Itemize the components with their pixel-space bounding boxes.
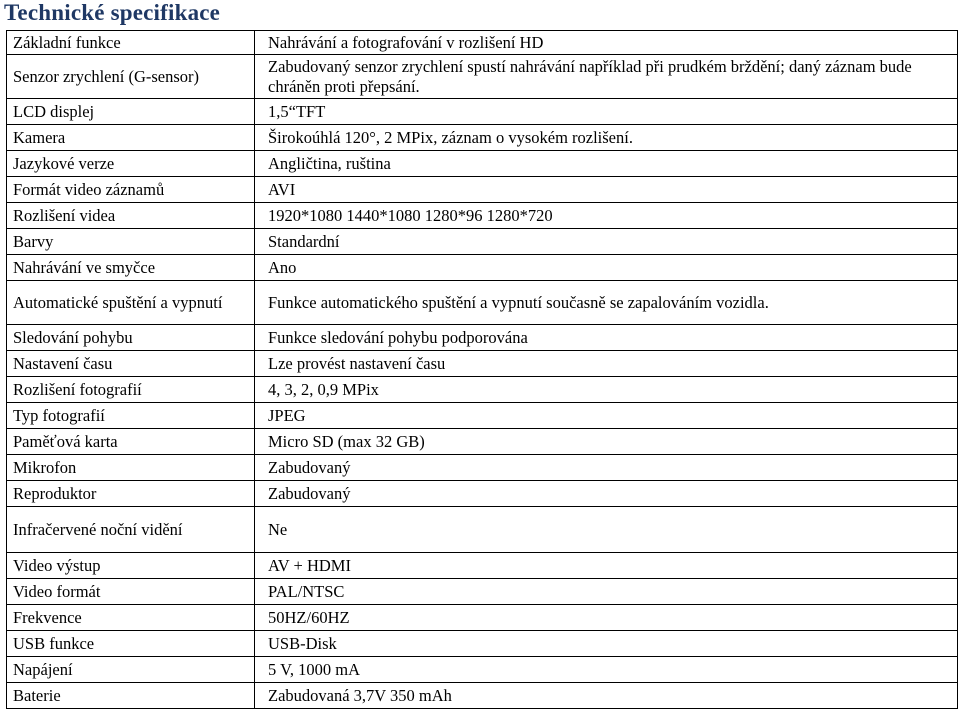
row-label: Napájení <box>7 657 255 683</box>
row-value: AV + HDMI <box>255 553 958 579</box>
table-row <box>7 631 958 657</box>
row-label: Nahrávání ve smyčce <box>7 255 255 281</box>
row-value: PAL/NTSC <box>255 579 958 605</box>
page-title: Technické specifikace <box>4 0 221 25</box>
row-label: Paměťová karta <box>7 429 255 455</box>
row-value: Širokoúhlá 120°, 2 MPix, záznam o vysokém rozlišení. <box>255 125 958 151</box>
table-row <box>7 403 958 429</box>
row-label: Kamera <box>7 125 255 151</box>
row-value: 5 V, 1000 mA <box>255 657 958 683</box>
table-row <box>7 229 958 255</box>
row-label: Rozlišení videa <box>7 203 255 229</box>
table-row <box>7 481 958 507</box>
row-label: Formát video záznamů <box>7 177 255 203</box>
row-value: Funkce sledování pohybu podporována <box>255 325 958 351</box>
row-value: Standardní <box>255 229 958 255</box>
table-row <box>7 203 958 229</box>
row-value: Ne <box>255 507 958 553</box>
row-label: Baterie <box>7 683 255 709</box>
row-value: Funkce automatického spuštění a vypnutí současně se zapalováním vozidla. <box>255 281 958 325</box>
table-row <box>7 255 958 281</box>
row-value: 4, 3, 2, 0,9 MPix <box>255 377 958 403</box>
row-value: Nahrávání a fotografování v rozlišení HD <box>255 31 958 55</box>
row-label: Jazykové verze <box>7 151 255 177</box>
row-label: Rozlišení fotografií <box>7 377 255 403</box>
row-value: Zabudovaná 3,7V 350 mAh <box>255 683 958 709</box>
row-label: Automatické spuštění a vypnutí <box>7 281 255 325</box>
row-label: Nastavení času <box>7 351 255 377</box>
row-label: Frekvence <box>7 605 255 631</box>
table-row <box>7 31 958 55</box>
row-label: Sledování pohybu <box>7 325 255 351</box>
row-label: Barvy <box>7 229 255 255</box>
table-row <box>7 605 958 631</box>
row-value: Lze provést nastavení času <box>255 351 958 377</box>
table-row <box>7 99 958 125</box>
row-label: Senzor zrychlení (G-sensor) <box>7 55 255 99</box>
table-row <box>7 455 958 481</box>
table-row <box>7 325 958 351</box>
row-value: AVI <box>255 177 958 203</box>
row-value: 50HZ/60HZ <box>255 605 958 631</box>
row-value: Micro SD (max 32 GB) <box>255 429 958 455</box>
row-value: USB-Disk <box>255 631 958 657</box>
row-label: Infračervené noční vidění <box>7 507 255 553</box>
table-row <box>7 281 958 325</box>
table-row <box>7 125 958 151</box>
row-value: Zabudovaný <box>255 455 958 481</box>
table-row <box>7 177 958 203</box>
row-label: USB funkce <box>7 631 255 657</box>
table-row <box>7 377 958 403</box>
row-label: Reproduktor <box>7 481 255 507</box>
row-value: Ano <box>255 255 958 281</box>
row-value: Zabudovaný senzor zrychlení spustí nahrávání například při prudkém brždění; daný záznam bude chráněn proti přepsání. <box>255 55 958 99</box>
row-label: LCD displej <box>7 99 255 125</box>
row-label: Mikrofon <box>7 455 255 481</box>
row-label: Typ fotografií <box>7 403 255 429</box>
table-row <box>7 553 958 579</box>
row-value: JPEG <box>255 403 958 429</box>
row-label: Video výstup <box>7 553 255 579</box>
row-value: Zabudovaný <box>255 481 958 507</box>
row-value: 1920*1080 1440*1080 1280*96 1280*720 <box>255 203 958 229</box>
spec-table <box>6 30 958 709</box>
row-value: 1,5“TFT <box>255 99 958 125</box>
table-row <box>7 429 958 455</box>
row-value: Angličtina, ruština <box>255 151 958 177</box>
row-label: Video formát <box>7 579 255 605</box>
table-row <box>7 657 958 683</box>
table-row <box>7 507 958 553</box>
table-row <box>7 55 958 99</box>
table-row <box>7 351 958 377</box>
table-row <box>7 151 958 177</box>
row-label: Základní funkce <box>7 31 255 55</box>
table-row <box>7 579 958 605</box>
table-row <box>7 683 958 709</box>
